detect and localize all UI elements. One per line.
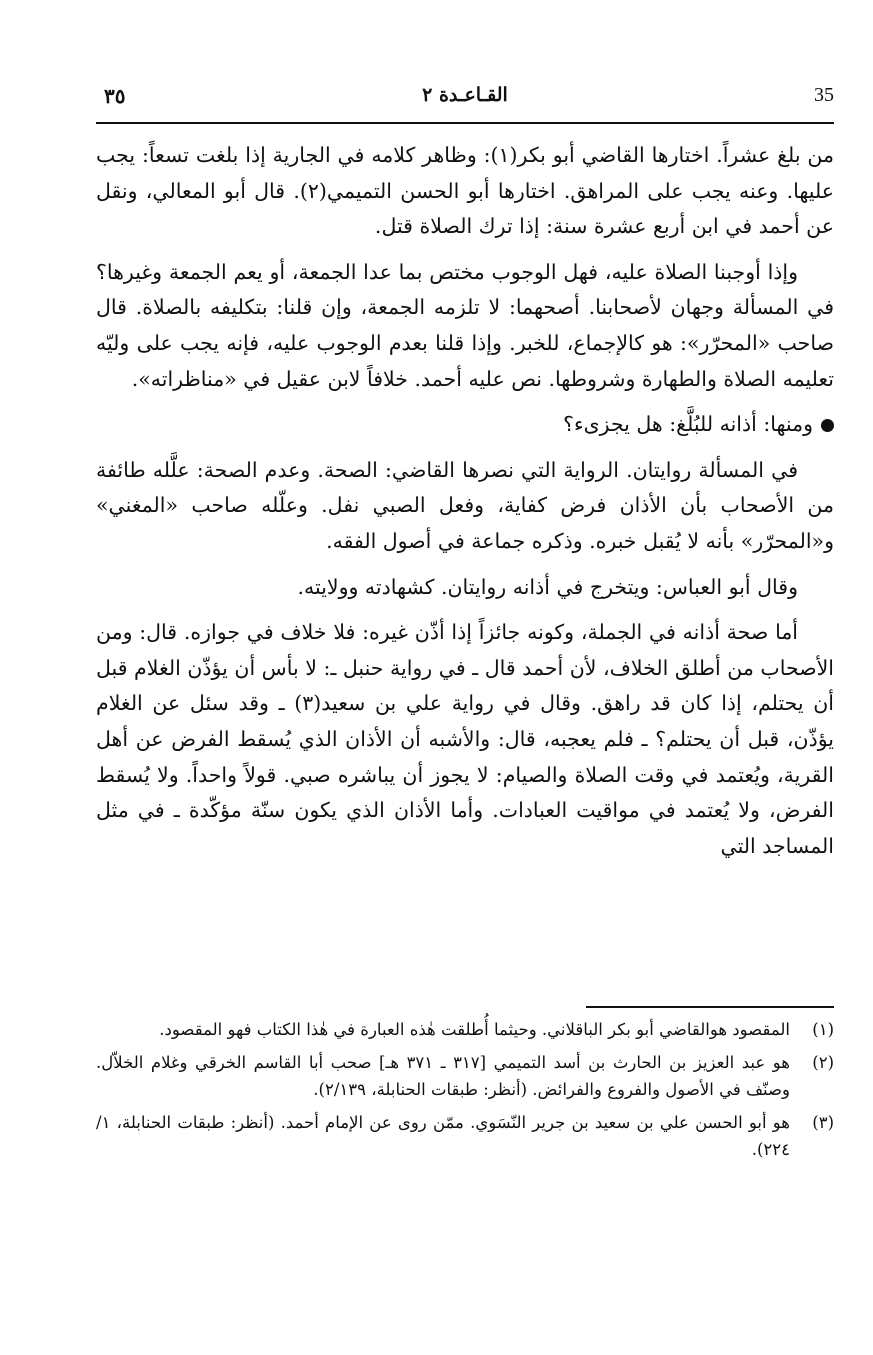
footnote-number: (٣) xyxy=(812,1113,834,1132)
page-number-arabic: ٣٥ xyxy=(104,84,126,108)
running-title: القـاعـدة ٢ xyxy=(422,84,508,106)
footnote-3 xyxy=(96,1109,834,1163)
page-header xyxy=(96,84,834,118)
footnotes xyxy=(96,1016,834,1169)
paragraph-1: من بلغ عشراً. اختارها القاضي أبو بكر(١): وظاهر كلامه في الجارية إذا بلغت تسعاً: يجب عليها. وعنه يجب على المراهق. اختارها أبو الحسن التميمي(٢). قال أبو المعالي، ونقل عن أحمد في ابن أربع عشرة سنة: إذا ترك الصلاة قتل. xyxy=(96,143,835,239)
paragraph-5: أما صحة أذانه في الجملة، وكونه جائزاً إذا أذّن غيره: فلا خلاف في جوازه. قال: ومن الأصحاب من أطلق الخلاف، لأن أحمد قال ـ في رواية حنبل ـ: لا بأس أن يؤذّن الغلام قبل أن يحتلم، إذا كان قد راهق. وقال في رواية علي بن سعيد(٣) ـ وقد سئل عن الغلام يؤذّن، قبل أن يحتلم؟ ـ فلم يعجبه، قال: والأشبه أن الأذان الذي يُسقط الفرض عن أهل القرية، ويُعتمد في وقت الصلاة والصيام: لا يجوز أن يباشره صبي. قولاً واحداً. ولا يُسقط الفرض، ولا يُعتمد في مواقيت العبادات. وأما الأذان الذي يكون سنّة مؤكّدة ـ في مثل المساجد التي xyxy=(96,620,834,858)
paragraph-2: وإذا أوجبنا الصلاة عليه، فهل الوجوب مختص بما عدا الجمعة، أو يعم الجمعة وغيرها؟ في المسألة وجهان لأصحابنا. أصحهما: لا تلزمه الجمعة، وإن قلنا: بتكليفه بالصلاة. قال صاحب «المحرّر»: هو كالإجماع، للخبر. وإذا قلنا بعدم الوجوب عليه، فإنه يجب على وليّه تعليمه الصلاة والطهارة وشروطها. نص عليه أحمد. خلافاً لابن عقيل في «مناظراته». xyxy=(96,259,834,391)
footnote-text: المقصود هوالقاضي أبو بكر الباقلاني. وحيثما أُطلقت هٰذه العبارة في هٰذا الكتاب فهو المقصود. xyxy=(159,1020,790,1039)
footnote-rule xyxy=(586,1006,834,1008)
body-text xyxy=(96,138,834,874)
paragraph-4: وقال أبو العباس: ويتخرج في أذانه روايتان. كشهادته وولايته. xyxy=(297,574,798,599)
paragraph-3: في المسألة روايتان. الرواية التي نصرها القاضي: الصحة. وعدم الصحة: علَّله طائفة من الأصحاب بأن الأذان فرض كفاية، وفعل الصبي نفل. وعلّله صاحب «المغني» و«المحرّر» بأنه لا يُقبل خبره. وذكره جماعة في أصول الفقه. xyxy=(96,457,834,553)
footnote-number: (١) xyxy=(812,1020,834,1039)
header-rule xyxy=(96,122,834,124)
bullet-text: ومنها: أذانه للبُلَّغ: هل يجزىء؟ xyxy=(563,412,813,437)
bullet-item xyxy=(96,407,834,443)
footnote-2 xyxy=(96,1049,834,1103)
footnote-text: هو عبد العزيز بن الحارث بن أسد التميمي [٣١٧ ـ ٣٧١ هـ] صحب أبا القاسم الخرقي وغلام الخلاّل. وصنّف في الأصول والفروع والفرائض. (أنظر: طبقات الحنابلة، ٢/١٣٩). xyxy=(96,1053,790,1099)
bullet-dot-icon xyxy=(821,419,834,432)
footnote-number: (٢) xyxy=(812,1053,834,1072)
page-number-latin: 35 xyxy=(814,84,834,106)
footnote-1 xyxy=(96,1016,834,1043)
footnote-text: هو أبو الحسن علي بن سعيد بن جرير النّسَوي. ممّن روى عن الإمام أحمد. (أنظر: طبقات الحنابلة، ١/ ٢٢٤). xyxy=(96,1113,790,1159)
